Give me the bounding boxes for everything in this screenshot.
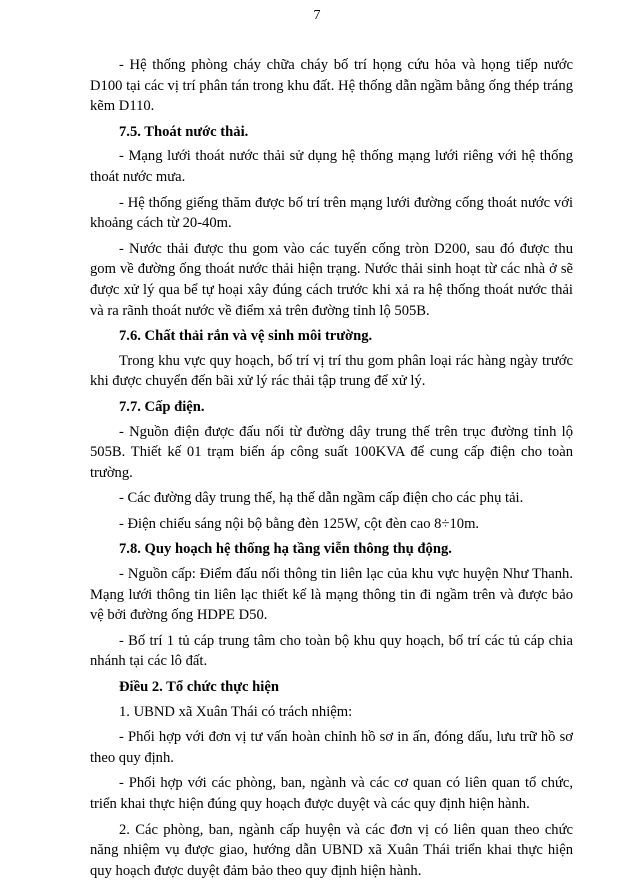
heading-article-2: Điều 2. Tổ chức thực hiện bbox=[119, 679, 279, 696]
heading-7-7: 7.7. Cấp điện. bbox=[119, 398, 205, 415]
paragraph-telecom-source: - Nguồn cấp: Điểm đấu nối thông tin liên lạc của khu vực huyện Như Thanh. Mạng lưới thông tin liên lạc thiết kế là mạng thông tin đi ngầm trên và được bảo vệ bởi đường ống HDPE D50. bbox=[90, 566, 573, 624]
paragraph-coordinate-consultant: - Phối hợp với đơn vị tư vấn hoàn chỉnh hồ sơ in ấn, đóng dấu, lưu trữ hồ sơ theo quy định. bbox=[90, 729, 573, 766]
heading-7-8: 7.8. Quy hoạch hệ thống hạ tầng viễn thông thụ động. bbox=[119, 541, 452, 558]
heading-7-6: 7.6. Chất thải rắn và vệ sinh môi trường. bbox=[119, 328, 373, 345]
paragraph-wastewater-collection: - Nước thải được thu gom vào các tuyến cống tròn D200, sau đó được thu gom về đường ống thoát nước thải hiện trạng. Nước thải sinh hoạt từ các nhà ở sẽ được xử lý qua bể tự hoại xây đúng cách trước khi xả ra hệ thống thoát nước thải và ra rãnh thoát nước về điểm xả trên đường tỉnh lộ 505B. bbox=[90, 240, 573, 319]
paragraph-coordinate-departments: - Phối hợp với các phòng, ban, ngành và các cơ quan có liên quan tổ chức, triển khai thực hiện đúng quy hoạch được duyệt và các quy định hiện hành. bbox=[90, 775, 573, 812]
page-number: 7 bbox=[313, 8, 321, 23]
paragraph-fire-protection: - Hệ thống phòng cháy chữa cháy bố trí họng cứu hỏa và họng tiếp nước D100 tại các vị trí phân tán trong khu đất. Hệ thống dẫn ngầm bằng ống thép tráng kẽm D110. bbox=[90, 57, 573, 115]
paragraph-ubnd-responsibility: 1. UBND xã Xuân Thái có trách nhiệm: bbox=[119, 703, 353, 720]
paragraph-cable-cabinets: - Bố trí 1 tủ cáp trung tâm cho toàn bộ khu quy hoạch, bố trí các tủ cáp chia nhánh tại các lô đất. bbox=[90, 632, 573, 670]
paragraph-solid-waste: Trong khu vực quy hoạch, bố trí vị trí thu gom phân loại rác hàng ngày trước khi được chuyển đến bãi xử lý rác thải tập trung để xử lý. bbox=[90, 352, 573, 390]
paragraph-lighting: - Điện chiếu sáng nội bộ bằng đèn 125W, cột đèn cao 8÷10m. bbox=[119, 515, 480, 532]
heading-7-5: 7.5. Thoát nước thải. bbox=[119, 123, 249, 140]
paragraph-power-lines: - Các đường dây trung thế, hạ thế dẫn ngầm cấp điện cho các phụ tải. bbox=[119, 490, 524, 507]
paragraph-wastewater-network: - Mạng lưới thoát nước thải sử dụng hệ thống mạng lưới riêng với hệ thống thoát nước mưa. bbox=[90, 148, 573, 185]
paragraph-district-departments: 2. Các phòng, ban, ngành cấp huyện và các đơn vị có liên quan theo chức năng nhiệm vụ được giao, hướng dẫn UBND xã Xuân Thái triển khai thực hiện quy hoạch được duyệt đảm bảo theo quy định hiện hành. bbox=[90, 821, 573, 879]
paragraph-power-source: - Nguồn điện được đấu nối từ đường dây trung thế trên trục đường tỉnh lộ 505B. Thiết kế 01 trạm biến áp công suất 100KVA để cung cấp điện cho toàn trường. bbox=[90, 423, 573, 481]
paragraph-manholes: - Hệ thống giếng thăm được bố trí trên mạng lưới đường cống thoát nước với khoảng cách từ 20-40m. bbox=[90, 194, 573, 232]
document-body bbox=[90, 55, 573, 886]
